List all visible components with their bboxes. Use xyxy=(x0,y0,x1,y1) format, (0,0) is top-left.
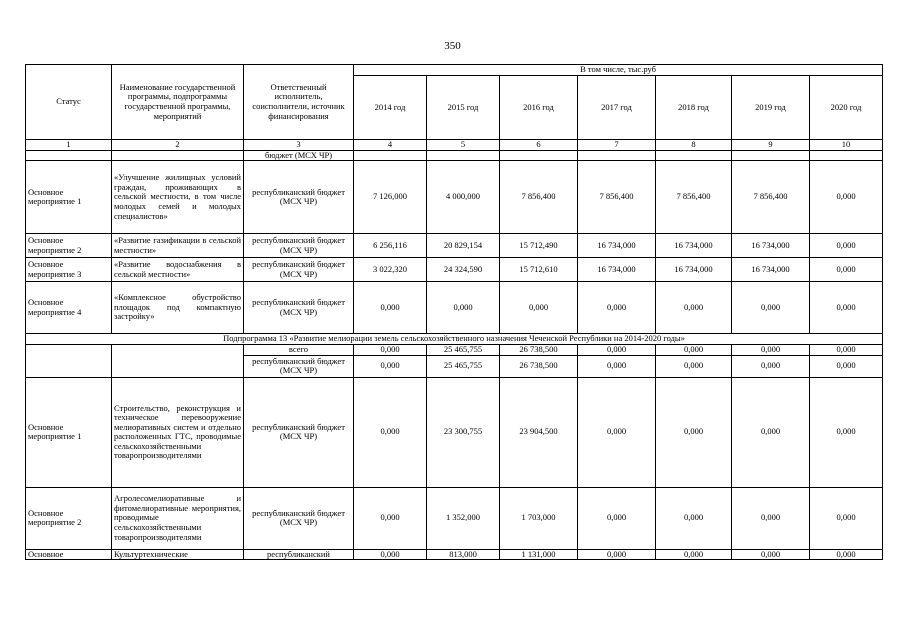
value-cell: 7 856,400 xyxy=(732,161,810,234)
status-cell xyxy=(26,355,112,377)
name-cell: Строительство, реконструкция и техническое перевооружение мелиоративных систем и отдельно расположенных ГТС, проводимые сельскохозяйственными товаропроизводителями xyxy=(112,377,244,487)
value-cell: 16 734,000 xyxy=(732,258,810,282)
value-cell: 7 856,400 xyxy=(500,161,578,234)
value-cell xyxy=(578,150,656,161)
status-cell xyxy=(26,345,112,356)
name-cell: «Улучшение жилищных условий граждан, проживающих в сельской местности, в том числе молодых семей и молодых специалистов» xyxy=(112,161,244,234)
table-row xyxy=(26,161,883,234)
source-cell: бюджет (МСХ ЧР) xyxy=(244,150,354,161)
table-row xyxy=(26,377,883,487)
value-cell: 16 734,000 xyxy=(732,234,810,258)
table-row xyxy=(26,282,883,334)
value-cell: 1 352,000 xyxy=(427,487,500,549)
value-cell: 7 126,000 xyxy=(354,161,427,234)
table-row xyxy=(26,487,883,549)
value-cell: 0,000 xyxy=(656,377,732,487)
column-number-row xyxy=(26,140,883,151)
value-cell: 0,000 xyxy=(732,549,810,560)
header-year: 2016 год xyxy=(500,76,578,140)
value-cell: 23 300,755 xyxy=(427,377,500,487)
value-cell: 0,000 xyxy=(732,282,810,334)
table-row xyxy=(26,258,883,282)
value-cell: 0,000 xyxy=(732,345,810,356)
header-responsible: Ответственный исполнитель, соисполнители, источник финансирования xyxy=(244,65,354,140)
header-year: 2020 год xyxy=(810,76,883,140)
source-cell: всего xyxy=(244,345,354,356)
col-number: 4 xyxy=(354,140,427,151)
value-cell: 0,000 xyxy=(578,355,656,377)
value-cell: 0,000 xyxy=(732,487,810,549)
header-year: 2018 год xyxy=(656,76,732,140)
value-cell: 1 703,000 xyxy=(500,487,578,549)
value-cell: 26 738,500 xyxy=(500,345,578,356)
value-cell: 0,000 xyxy=(810,345,883,356)
header-year: 2014 год xyxy=(354,76,427,140)
col-number: 3 xyxy=(244,140,354,151)
col-number: 8 xyxy=(656,140,732,151)
status-cell: Основное мероприятие 1 xyxy=(26,377,112,487)
name-cell: «Развитие водоснабжения в сельской местности» xyxy=(112,258,244,282)
value-cell: 0,000 xyxy=(354,487,427,549)
value-cell: 0,000 xyxy=(732,377,810,487)
value-cell: 24 324,590 xyxy=(427,258,500,282)
value-cell: 23 904,500 xyxy=(500,377,578,487)
value-cell: 16 734,000 xyxy=(656,234,732,258)
source-cell: республиканский бюджет (МСХ ЧР) xyxy=(244,234,354,258)
source-cell: республиканский бюджет (МСХ ЧР) xyxy=(244,258,354,282)
header-including: В том числе, тыс.руб xyxy=(354,65,883,76)
source-cell: республиканский бюджет (МСХ ЧР) xyxy=(244,355,354,377)
status-cell: Основное xyxy=(26,549,112,560)
value-cell: 16 734,000 xyxy=(656,258,732,282)
col-number: 5 xyxy=(427,140,500,151)
subprogram-row xyxy=(26,334,883,345)
name-cell: Агролесомелиоративные и фитомелиоративные мероприятия, проводимые сельскохозяйственными товаропроизводителями xyxy=(112,487,244,549)
status-cell: Основное мероприятие 2 xyxy=(26,234,112,258)
header-year: 2017 год xyxy=(578,76,656,140)
value-cell: 0,000 xyxy=(578,377,656,487)
name-cell xyxy=(112,345,244,356)
value-cell: 0,000 xyxy=(354,377,427,487)
col-number: 9 xyxy=(732,140,810,151)
value-cell: 0,000 xyxy=(810,487,883,549)
value-cell: 0,000 xyxy=(810,282,883,334)
value-cell: 20 829,154 xyxy=(427,234,500,258)
value-cell: 25 465,755 xyxy=(427,345,500,356)
value-cell xyxy=(656,150,732,161)
source-cell: республиканский xyxy=(244,549,354,560)
value-cell: 0,000 xyxy=(427,282,500,334)
value-cell: 0,000 xyxy=(810,549,883,560)
value-cell: 0,000 xyxy=(354,549,427,560)
value-cell: 0,000 xyxy=(810,234,883,258)
value-cell: 0,000 xyxy=(578,282,656,334)
value-cell: 0,000 xyxy=(810,161,883,234)
value-cell: 0,000 xyxy=(656,282,732,334)
name-cell: «Развитие газификации в сельской местности» xyxy=(112,234,244,258)
name-cell: «Комплексное обустройство площадок под компактную застройку» xyxy=(112,282,244,334)
header-year: 2015 год xyxy=(427,76,500,140)
value-cell: 0,000 xyxy=(578,345,656,356)
value-cell: 1 131,000 xyxy=(500,549,578,560)
name-cell: Культуртехнические xyxy=(112,549,244,560)
value-cell: 26 738,500 xyxy=(500,355,578,377)
value-cell: 7 856,400 xyxy=(578,161,656,234)
name-cell xyxy=(112,150,244,161)
col-number: 1 xyxy=(26,140,112,151)
status-cell: Основное мероприятие 4 xyxy=(26,282,112,334)
value-cell: 3 022,320 xyxy=(354,258,427,282)
value-cell: 813,000 xyxy=(427,549,500,560)
value-cell: 0,000 xyxy=(732,355,810,377)
status-cell: Основное мероприятие 1 xyxy=(26,161,112,234)
col-number: 10 xyxy=(810,140,883,151)
header-status: Статус xyxy=(26,65,112,140)
value-cell xyxy=(354,150,427,161)
value-cell: 25 465,755 xyxy=(427,355,500,377)
value-cell: 15 712,490 xyxy=(500,234,578,258)
header-year: 2019 год xyxy=(732,76,810,140)
value-cell: 4 000,000 xyxy=(427,161,500,234)
value-cell xyxy=(732,150,810,161)
value-cell: 16 734,000 xyxy=(578,234,656,258)
header-name: Наименование государственной программы, подпрограммы государственной программы, мероприятий xyxy=(112,65,244,140)
value-cell: 0,000 xyxy=(810,355,883,377)
value-cell xyxy=(810,150,883,161)
status-cell: Основное мероприятие 3 xyxy=(26,258,112,282)
value-cell xyxy=(427,150,500,161)
table-row xyxy=(26,345,883,356)
value-cell: 6 256,116 xyxy=(354,234,427,258)
col-number: 7 xyxy=(578,140,656,151)
value-cell: 7 856,400 xyxy=(656,161,732,234)
budget-table xyxy=(25,64,883,560)
value-cell: 16 734,000 xyxy=(578,258,656,282)
value-cell: 15 712,610 xyxy=(500,258,578,282)
value-cell: 0,000 xyxy=(578,487,656,549)
source-cell: республиканский бюджет (МСХ ЧР) xyxy=(244,161,354,234)
value-cell: 0,000 xyxy=(656,549,732,560)
value-cell: 0,000 xyxy=(354,282,427,334)
value-cell: 0,000 xyxy=(354,345,427,356)
header-row-1 xyxy=(26,65,883,76)
value-cell: 0,000 xyxy=(656,345,732,356)
source-cell: республиканский бюджет (МСХ ЧР) xyxy=(244,282,354,334)
status-cell: Основное мероприятие 2 xyxy=(26,487,112,549)
value-cell: 0,000 xyxy=(656,487,732,549)
subprogram-title: Подпрограмма 13 «Развитие мелиорации земель сельскохозяйственного назначения Чеченской Республики на 2014-2020 годы» xyxy=(26,334,883,345)
value-cell: 0,000 xyxy=(354,355,427,377)
source-cell: республиканский бюджет (МСХ ЧР) xyxy=(244,487,354,549)
page-number: 350 xyxy=(444,40,461,52)
col-number: 6 xyxy=(500,140,578,151)
value-cell xyxy=(500,150,578,161)
value-cell: 0,000 xyxy=(656,355,732,377)
status-cell xyxy=(26,150,112,161)
table-row xyxy=(26,150,883,161)
table-row xyxy=(26,234,883,258)
table-row xyxy=(26,355,883,377)
name-cell xyxy=(112,355,244,377)
value-cell: 0,000 xyxy=(578,549,656,560)
value-cell: 0,000 xyxy=(500,282,578,334)
value-cell: 0,000 xyxy=(810,377,883,487)
table-row xyxy=(26,549,883,560)
col-number: 2 xyxy=(112,140,244,151)
source-cell: республиканский бюджет (МСХ ЧР) xyxy=(244,377,354,487)
value-cell: 0,000 xyxy=(810,258,883,282)
